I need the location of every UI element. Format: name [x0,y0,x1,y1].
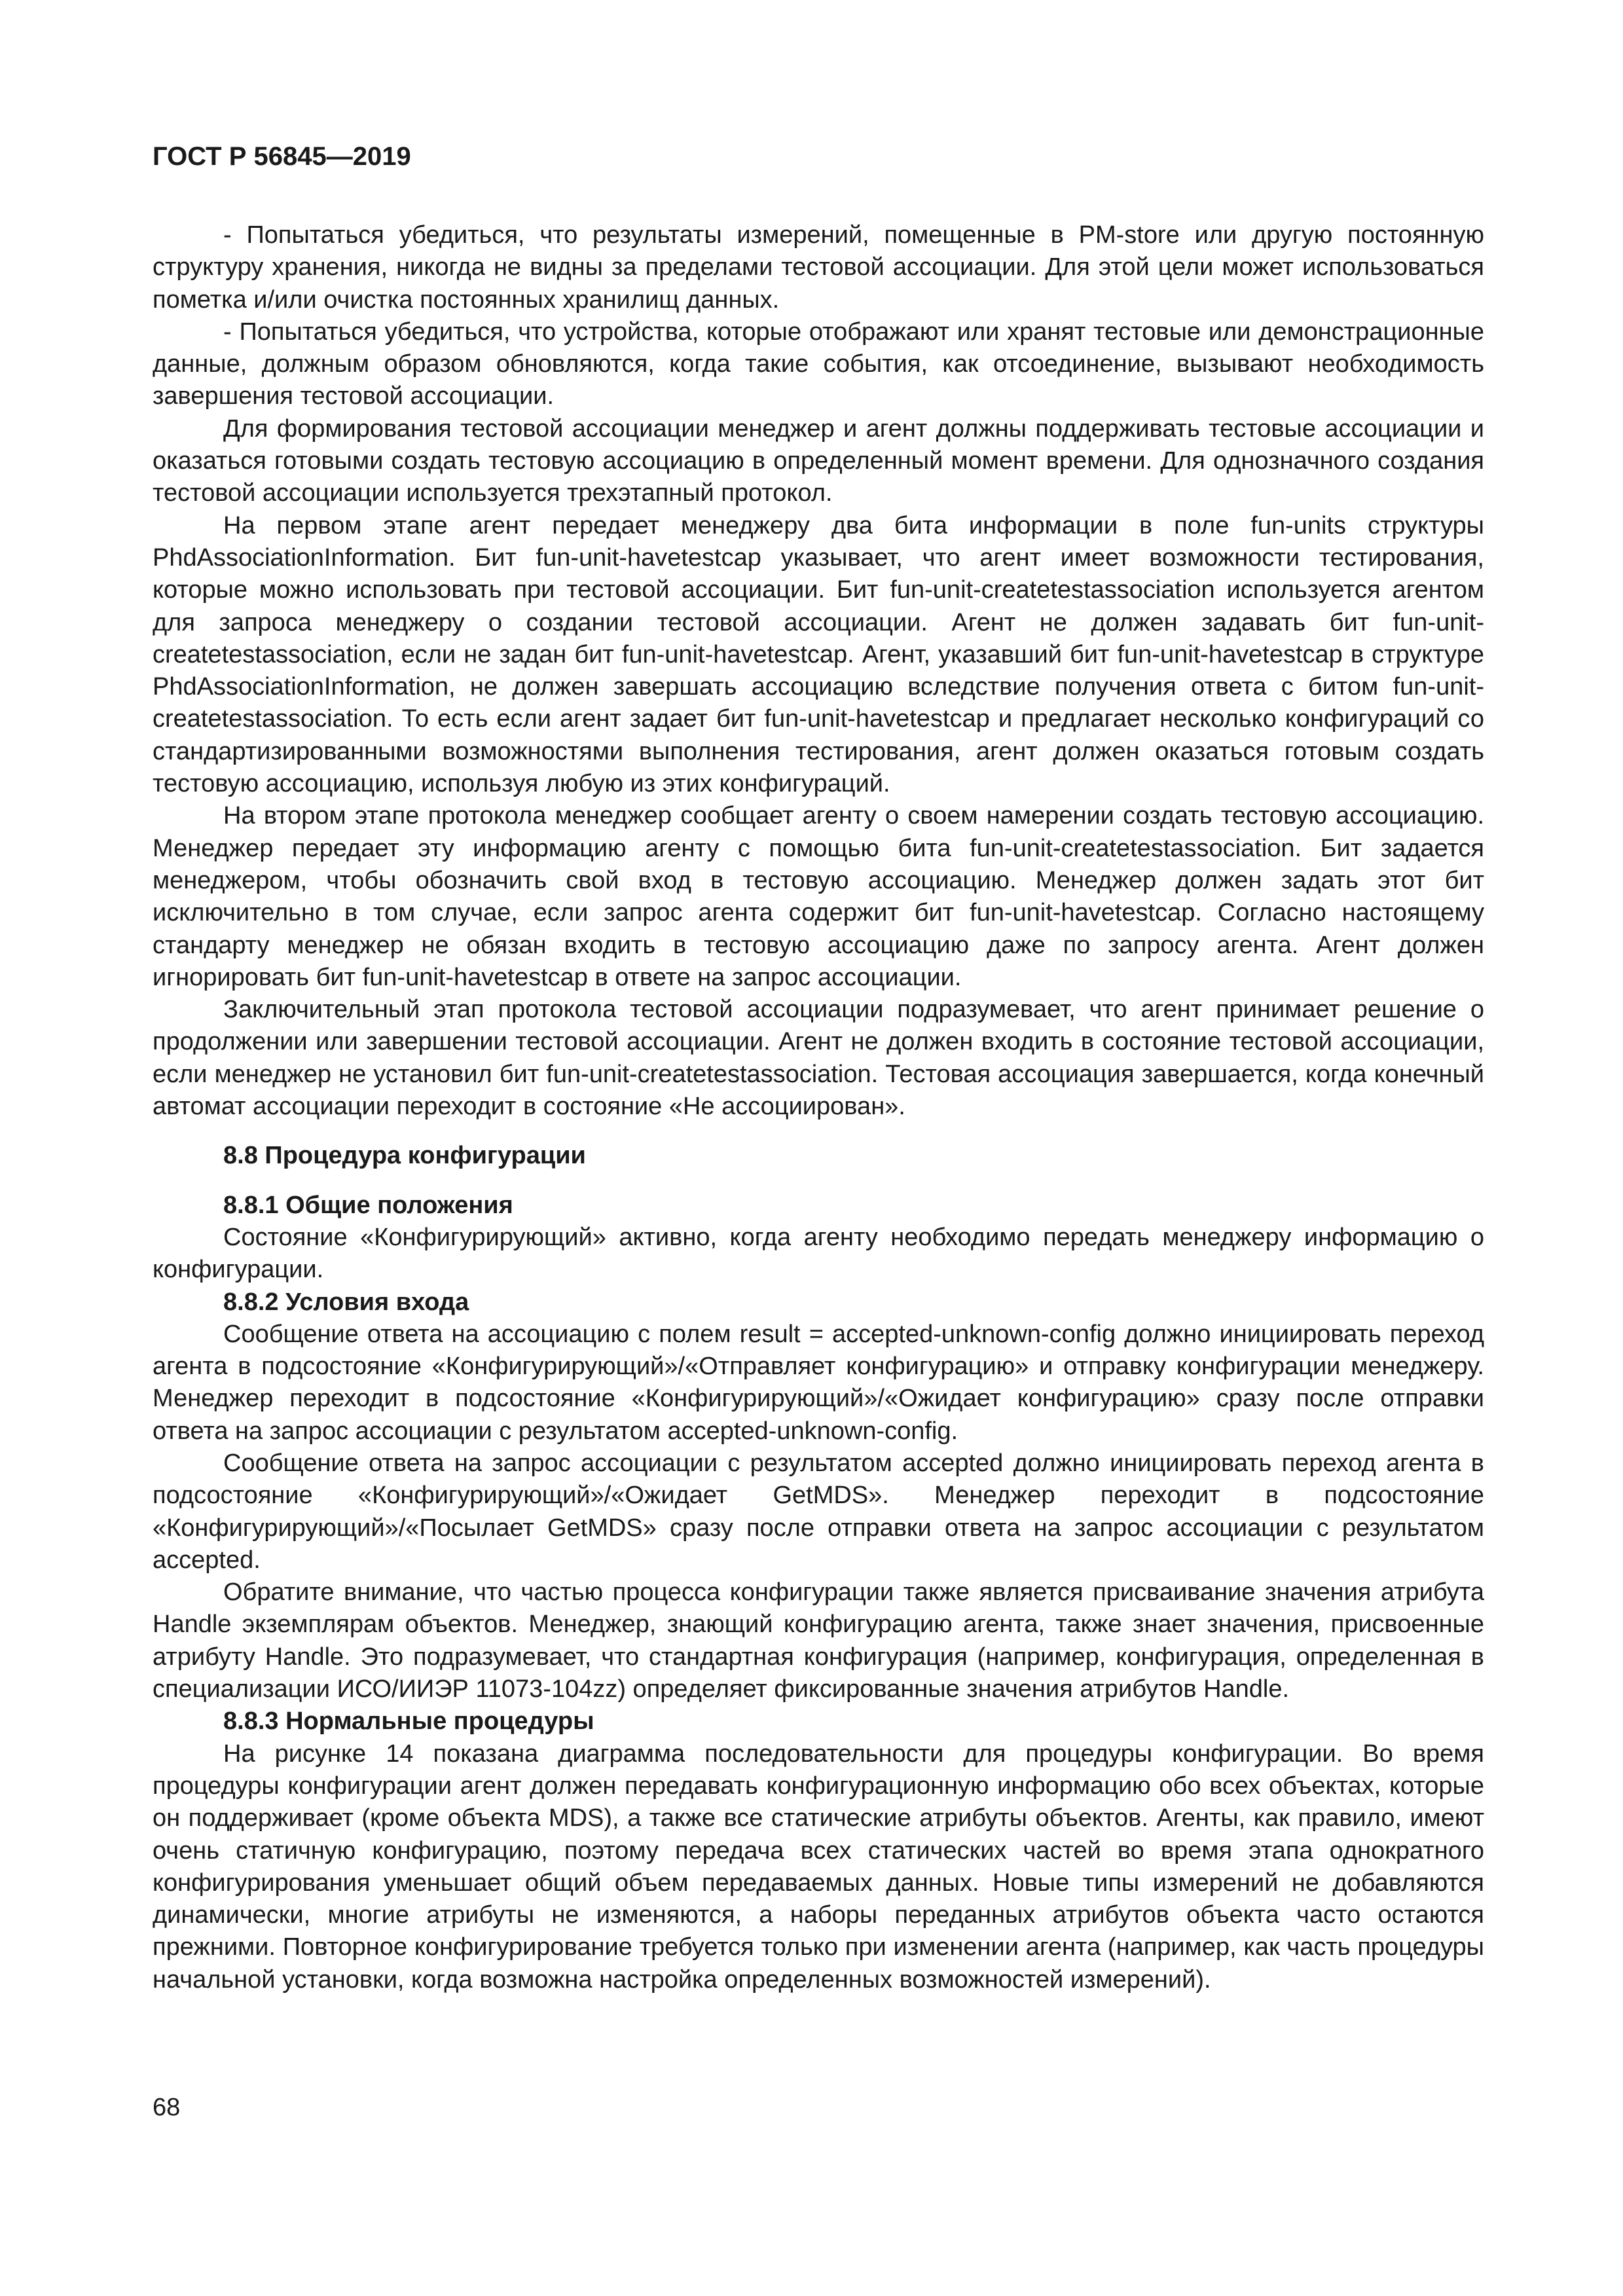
paragraph-normal-procedures: На рисунке 14 показана диаграмма последовательности для процедуры конфигурации. Во время процедуры конфигурации агент должен передавать конфигурационную информацию обо всех объектах, которые он поддерживает (кроме объекта MDS), а также все статические атрибуты объектов. Агенты, как правило, имеют очень статичную конфигурацию, поэтому передача всех статических частей во время этапа однократного конфигурирования уменьшает общий объем передаваемых данных. Новые типы измерений не добавляются динамически, многие атрибуты не изменяются, а наборы переданных атрибутов объекта часто остаются прежними. Повторное конфигурирование требуется только при изменении агента (например, как часть процедуры начальной установки, когда возможна настройка определенных возможностей измерений). [153,1740,1484,1994]
section-heading-8-8-1: 8.8.1 Общие положения [223,1191,513,1219]
paragraph-first-stage: На первом этапе агент передает менеджеру два бита информации в поле fun-units структуры PhdAssociationInformation. Бит fun-unit-havetestcap указывает, что агент имеет возможности тестирования, которые можно использовать при тестовой ассоциации. Бит fun-unit-createtestassociation используется агентом для запроса менеджеру о создании тестовой ассоциации. Агент не должен задавать бит fun-unit-createtestassociation, если не задан бит fun-unit-havetestcap. Агент, указавший бит fun-unit-havetestcap в структуре PhdAssociationInformation, не должен завершать ассоциацию вследствие получения ответа с битом fun-unit-createtestassociation. То есть если агент задает бит fun-unit-havetestcap и предлагает несколько конфигураций со стандартизированными возможностями выполнения тестирования, агент должен оказаться готовым создать тестовую ассоциацию, используя любую из этих конфигураций. [153,511,1484,798]
paragraph-configuring-state: Состояние «Конфигурирующий» активно, когда агенту необходимо передать менеджеру информацию о конфигурации. [153,1223,1484,1284]
paragraph-display-devices: - Попытаться убедиться, что устройства, которые отображают или хранят тестовые или демонстрационные данные, должным образом обновляются, когда такие события, как отсоединение, вызывают необходимость завершения тестовой ассоциации. [153,318,1484,410]
paragraph-test-association-intro: Для формирования тестовой ассоциации менеджер и агент должны поддерживать тестовые ассоциации и оказаться готовыми создать тестовую ассоциацию в определенный момент времени. Для однозначного создания тестовой ассоциации используется трехэтапный протокол. [153,414,1484,507]
section-heading-8-8: 8.8 Процедура конфигурации [223,1142,586,1170]
paragraph-second-stage: На втором этапе протокола менеджер сообщает агенту о своем намерении создать тестовую ассоциацию. Менеджер передает эту информацию агенту с помощью бита fun-unit-createtestassociation. Бит задается менеджером, чтобы обозначить свой вход в тестовую ассоциацию. Менеджер должен задать этот бит исключительно в том случае, если запрос агента содержит бит fun-unit-havetestcap. Согласно настоящему стандарту менеджер не обязан входить в тестовую ассоциацию даже по запросу агента. Агент должен игнорировать бит fun-unit-havetestcap в ответе на запрос ассоциации. [153,802,1484,991]
paragraph-pm-store: - Попытаться убедиться, что результаты измерений, помещенные в PM-store или другую постоянную структуру хранения, никогда не видны за пределами тестовой ассоциации. Для этой цели может использоваться пометка и/или очистка постоянных хранилищ данных. [153,221,1484,314]
paragraph-final-stage: Заключительный этап протокола тестовой ассоциации подразумевает, что агент принимает решение о продолжении или завершении тестовой ассоциации. Агент не должен входить в состояние тестовой ассоциации, если менеджер не установил бит fun-unit-createtestassociation. Тестовая ассоциация завершается, когда конечный автомат ассоциации переходит в состояние «Не ассоциирован». [153,996,1484,1121]
paragraph-entry-unknown-config: Сообщение ответа на ассоциацию с полем result = accepted-unknown-config должно инициировать переход агента в подсостояние «Конфигурирующий»/«Отправляет конфигурацию» и отправку конфигурации менеджеру. Менеджер переходит в подсостояние «Конфигурирующий»/«Ожидает конфигурацию» сразу после отправки ответа на запрос ассоциации с результатом accepted-unknown-config. [153,1320,1484,1445]
paragraph-handle-attribute: Обратите внимание, что частью процесса конфигурации также является присваивание значения атрибута Handle экземплярам объектов. Менеджер, знающий конфигурацию агента, также знает значения, присвоенные атрибуту Handle. Это подразумевает, что стандартная конфигурация (например, конфигурация, определенная в специализации ИСО/ИИЭР 11073-104zz) определяет фиксированные значения атрибутов Handle. [153,1578,1484,1704]
section-heading-8-8-3: 8.8.3 Нормальные процедуры [223,1707,594,1736]
document-page [153,141,1484,1996]
page-number: 68 [153,2094,181,2121]
paragraph-entry-accepted: Сообщение ответа на запрос ассоциации с результатом accepted должно инициировать переход агента в подсостояние «Конфигурирующий»/«Ожидает GetMDS». Менеджер переходит в подсостояние «Конфигурирующий»/«Посылает GetMDS» сразу после отправки ответа на запрос ассоциации с результатом accepted. [153,1449,1484,1574]
document-header-id: ГОСТ Р 56845—2019 [153,142,411,171]
section-heading-8-8-2: 8.8.2 Условия входа [223,1288,469,1316]
